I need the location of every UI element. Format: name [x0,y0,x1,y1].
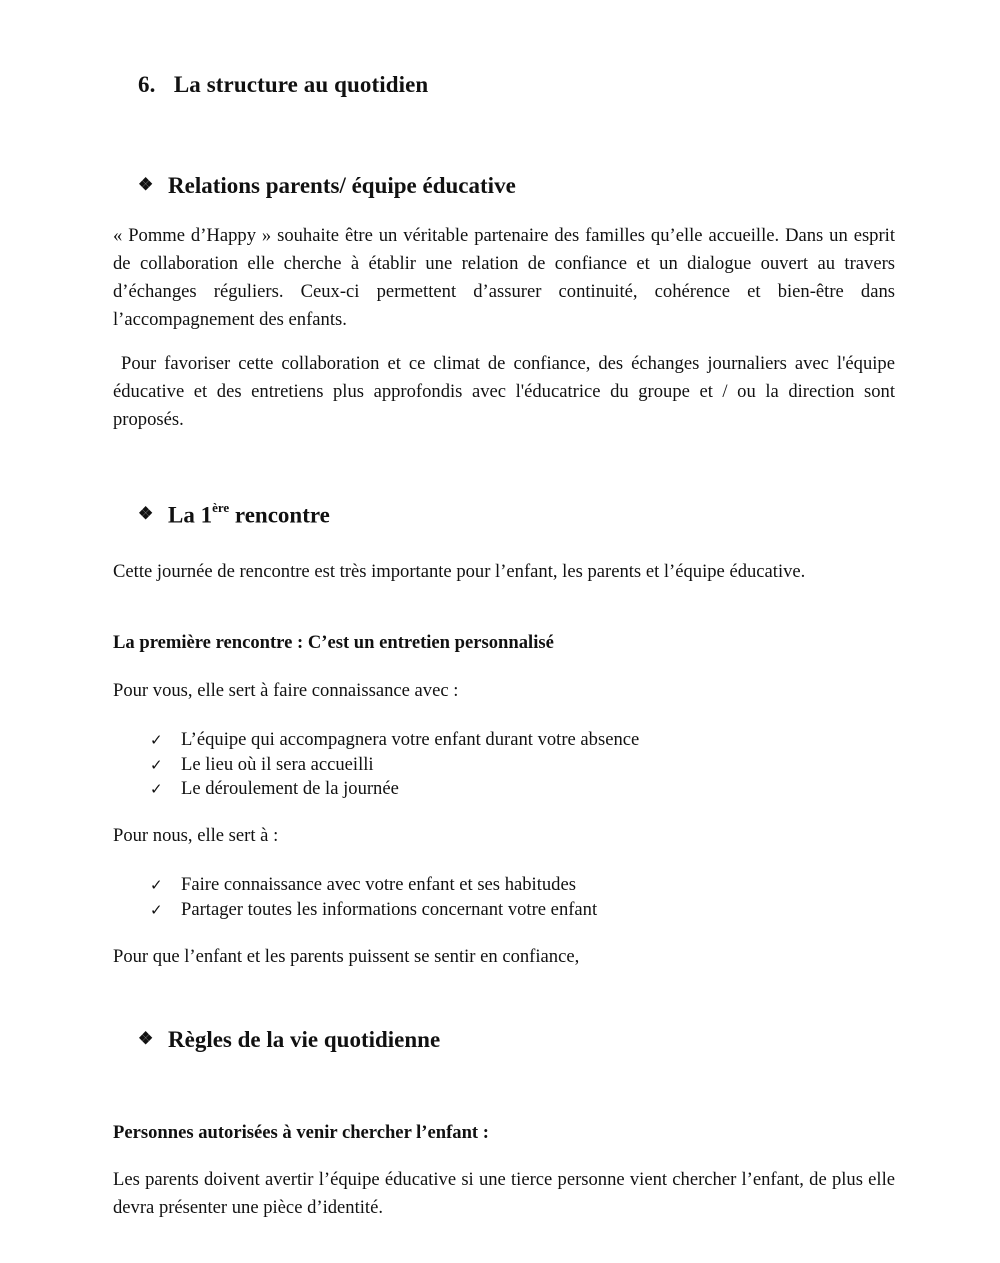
relations-paragraph-1: « Pomme d’Happy » souhaite être un véritable partenaire des familles qu’elle accueille. Dans un esprit de collaboration elle cherche à établir une relation de confiance et un dialogue ouvert au travers d’échanges réguliers. Ceux-ci permettent d’assurer continuité, cohérence et bien-être dans l’accompagnement des enfants. [113,225,895,330]
for-you-checklist [150,728,639,802]
first-meeting-closing: Pour que l’enfant et les parents puissent se sentir en confiance, [113,946,580,967]
for-us-checklist [150,873,597,922]
checklist-item-text: L’équipe qui accompagnera votre enfant durant votre absence [181,729,640,750]
checklist-item [150,873,597,898]
checklist-item [150,777,639,802]
checklist-item-text: Le déroulement de la journée [181,778,399,799]
section-title: La structure au quotidien [173,72,429,97]
diamond-bullet-icon: ❖ [138,1029,154,1048]
first-meeting-title [168,502,330,529]
checkmark-icon: ✓ [150,731,163,749]
checklist-item [150,753,639,778]
section-heading [138,72,428,98]
title-suffix: rencontre [229,502,330,528]
checklist-item-text: Faire connaissance avec votre enfant et ses habitudes [181,874,576,895]
for-us-label: Pour nous, elle sert à : [113,825,279,846]
checklist-item [150,898,597,923]
first-meeting-subheading: La première rencontre : C’est un entretien personnalisé [113,632,554,653]
checkmark-icon: ✓ [150,900,163,919]
checklist-item-text: Partager toutes les informations concernant votre enfant [181,898,598,920]
diamond-bullet-icon: ❖ [138,504,154,524]
checklist-item [150,728,639,753]
daily-rules-subheading: Personnes autorisées à venir chercher l’enfant : [113,1122,489,1143]
title-prefix: La 1 [168,502,213,528]
title-superscript: ère [212,500,230,515]
relations-title: Relations parents/ équipe éducative [168,173,516,198]
checklist-item-text: Le lieu où il sera accueilli [181,753,374,775]
daily-rules-title: Règles de la vie quotidienne [168,1027,441,1052]
first-meeting-heading [138,502,330,529]
section-number: 6. [138,72,156,97]
checkmark-icon: ✓ [150,755,163,774]
relations-paragraph-2: Pour favoriser cette collaboration et ce climat de confiance, des échanges journaliers avec l'équipe éducative et des entretiens plus approfondis avec l'éducatrice du groupe et / ou la direction sont proposés. [113,353,900,430]
diamond-bullet-icon: ❖ [138,175,154,194]
daily-rules-heading [138,1027,440,1053]
relations-heading [138,173,516,199]
checkmark-icon: ✓ [150,780,163,798]
daily-rules-paragraph: Les parents doivent avertir l’équipe éducative si une tierce personne vient chercher l’enfant, de plus elle devra présenter une pièce d’identité. [113,1169,895,1218]
for-you-label: Pour vous, elle sert à faire connaissance avec : [113,680,459,701]
first-meeting-intro: Cette journée de rencontre est très importante pour l’enfant, les parents et l’équipe éducative. [113,561,806,582]
checkmark-icon: ✓ [150,876,163,894]
